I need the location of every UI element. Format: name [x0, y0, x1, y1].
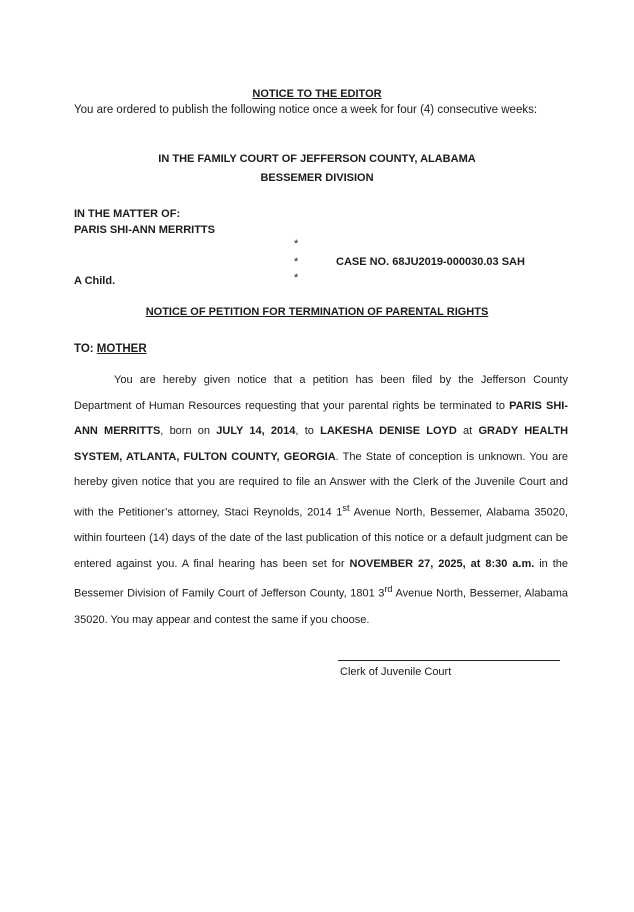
hearing-date: NOVEMBER 27, 2025, at 8:30 a.m. [349, 557, 535, 570]
child-label: A Child. [74, 275, 116, 287]
case-number: CASE NO. 68JU2019-000030.03 SAH [336, 256, 525, 268]
body-text: at [456, 425, 479, 438]
caption-separator: * [294, 256, 299, 268]
body-text: in the Bessemer Division of Family Court of Jefferson County, 1801 3 [74, 557, 568, 601]
mother-name: LAKESHA DENISE LOYD [320, 425, 457, 438]
editor-notice-heading: NOTICE TO THE EDITOR [252, 88, 382, 100]
child-name: PARIS SHI-ANN MERRITTS [74, 224, 215, 236]
birth-place: GRADY HEALTH SYSTEM, ATLANTA, FULTON COUNTY, GEORGIA [74, 425, 569, 463]
publication-instruction: You are ordered to publish the following notice once a week for four (4) consecutive weeks: [74, 104, 538, 116]
ordinal-suffix: rd [384, 584, 393, 595]
addressee-line [74, 343, 147, 355]
body-text: , born on [160, 425, 217, 438]
notice-body [74, 368, 568, 633]
signature-label: Clerk of Juvenile Court [340, 666, 452, 678]
addressee-name: MOTHER [96, 343, 147, 355]
court-name: IN THE FAMILY COURT OF JEFFERSON COUNTY, ALABAMA [158, 153, 476, 165]
caption-separator: * [294, 238, 299, 250]
ordinal-suffix: st [342, 502, 350, 513]
birth-date: JULY 14, 2014 [216, 425, 296, 438]
notice-paragraph [74, 368, 568, 633]
body-text: , to [295, 425, 321, 438]
body-text: Avenue North, Bessemer, Alabama 35020. You may appear and contest the same if you choose. [74, 588, 568, 626]
body-text: . The State of conception is unknown. You are hereby given notice that you are required to file an Answer with the Clerk of the Juvenile Court and with the Petitioner’s attorney, Staci Reynolds, 2014 1 [74, 450, 568, 519]
caption-separator: * [294, 272, 299, 284]
signature-line [338, 660, 560, 661]
matter-label: IN THE MATTER OF: [74, 208, 181, 220]
petition-title: NOTICE OF PETITION FOR TERMINATION OF PARENTAL RIGHTS [145, 306, 489, 318]
court-division: BESSEMER DIVISION [260, 172, 374, 184]
child-name-bold: PARIS SHI-ANN MERRITTS [74, 399, 568, 438]
body-text: Avenue North, Bessemer, Alabama 35020, within fourteen (14) days of the date of the last publication of this notice or a default judgment can be entered against you. A final hearing has been set for [74, 506, 568, 570]
to-label: TO: [74, 343, 94, 355]
body-text: You are hereby given notice that a petition has been filed by the Jefferson County Department of Human Resources requesting that your parental rights be terminated to [74, 374, 568, 412]
